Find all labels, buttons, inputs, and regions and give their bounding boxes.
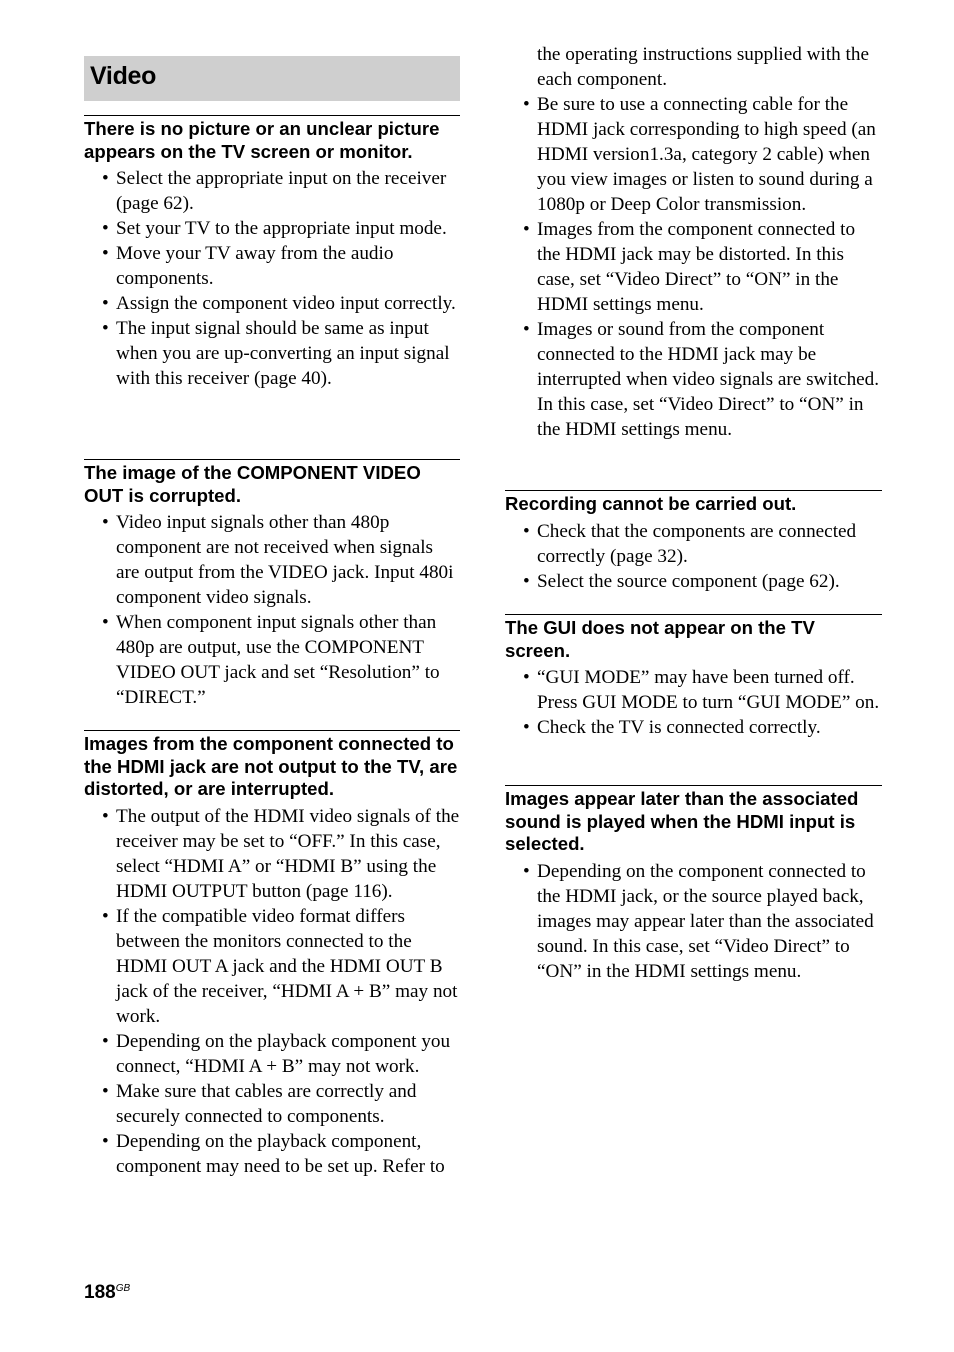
remedy-item: • Assign the component video input correctly. <box>84 291 460 316</box>
remedy-list <box>505 519 882 594</box>
remedy-item: • Select the appropriate input on the receiver (page 62). <box>84 166 460 216</box>
remedy-item: • Check the TV is connected correctly. <box>505 715 882 740</box>
trouble-heading: The GUI does not appear on the TV screen. <box>505 617 815 661</box>
remedy-item: • Move your TV away from the audio components. <box>84 241 460 291</box>
remedy-item: • Images or sound from the component connected to the HDMI jack may be interrupted when video signals are switched. In this case, set “Video Direct” to “ON” in the HDMI settings menu. <box>505 317 882 442</box>
remedy-list <box>84 804 460 1179</box>
remedy-item: • “GUI MODE” may have been turned off. Press GUI MODE to turn “GUI MODE” on. <box>505 665 882 715</box>
trouble-heading: Images appear later than the associated sound is played when the HDMI input is selected. <box>505 788 859 854</box>
trouble-heading: Images from the component connected to the HDMI jack are not output to the TV, are distorted, or are interrupted. <box>84 733 458 799</box>
trouble-heading: The image of the COMPONENT VIDEO OUT is corrupted. <box>84 462 421 506</box>
remedy-item: • When component input signals other than 480p are output, use the COMPONENT VIDEO OUT jack and set “Resolution” to “DIRECT.” <box>84 610 460 710</box>
remedy-list <box>505 665 882 740</box>
remedy-item: • Select the source component (page 62). <box>505 569 882 594</box>
remedy-item: • The input signal should be same as input when you are up-converting an input signal with this receiver (page 40). <box>84 316 460 391</box>
trouble-item <box>505 785 882 984</box>
remedy-list <box>84 510 460 710</box>
remedy-list <box>505 42 882 442</box>
remedy-item: • Set your TV to the appropriate input mode. <box>84 216 460 241</box>
remedy-item: • Depending on the playback component you connect, “HDMI A + B” may not work. <box>84 1029 460 1079</box>
remedy-item: • Make sure that cables are correctly and securely connected to components. <box>84 1079 460 1129</box>
section-title: Video <box>90 62 157 90</box>
remedy-continuation: the operating instructions supplied with the each component. <box>537 44 869 90</box>
remedy-list <box>84 166 460 391</box>
remedy-item: • Depending on the component connected to the HDMI jack, or the source played back, images may appear later than the associated sound. In this case, set “Video Direct” to “ON” in the HDMI settings menu. <box>505 859 882 984</box>
trouble-item <box>84 459 460 710</box>
trouble-heading: Recording cannot be carried out. <box>505 493 797 514</box>
trouble-item <box>84 115 460 391</box>
section-title-band <box>84 56 460 101</box>
remedy-item: • Video input signals other than 480p component are not received when signals are output from the VIDEO jack. Input 480i component video signals. <box>84 510 460 610</box>
remedy-item: • Depending on the playback component, component may need to be set up. Refer to <box>84 1129 460 1179</box>
trouble-item <box>505 490 882 594</box>
remedy-item: • The output of the HDMI video signals of the receiver may be set to “OFF.” In this case, select “HDMI A” or “HDMI B” using the HDMI OUTPUT button (page 116). <box>84 804 460 904</box>
trouble-item <box>84 730 460 1179</box>
remedy-item: • Images from the component connected to the HDMI jack may be distorted. In this case, set “Video Direct” to “ON” in the HDMI settings menu. <box>505 217 882 317</box>
remedy-list <box>505 859 882 984</box>
remedy-item: • Be sure to use a connecting cable for the HDMI jack corresponding to high speed (an HDMI version1.3a, category 2 cable) when you view images or listen to sound during a 1080p or Deep Color transmission. <box>505 92 882 217</box>
continued-remedies <box>505 42 882 442</box>
page-number-suffix: GB <box>115 1283 131 1294</box>
trouble-heading: There is no picture or an unclear picture appears on the TV screen or monitor. <box>84 118 440 162</box>
trouble-item <box>505 614 882 740</box>
page-number-value: 188 <box>84 1282 116 1303</box>
page-number <box>84 1282 130 1304</box>
remedy-item: • If the compatible video format differs between the monitors connected to the HDMI OUT A jack and the HDMI OUT B jack of the receiver, “HDMI A + B” may not work. <box>84 904 460 1029</box>
remedy-item: • Check that the components are connected correctly (page 32). <box>505 519 882 569</box>
